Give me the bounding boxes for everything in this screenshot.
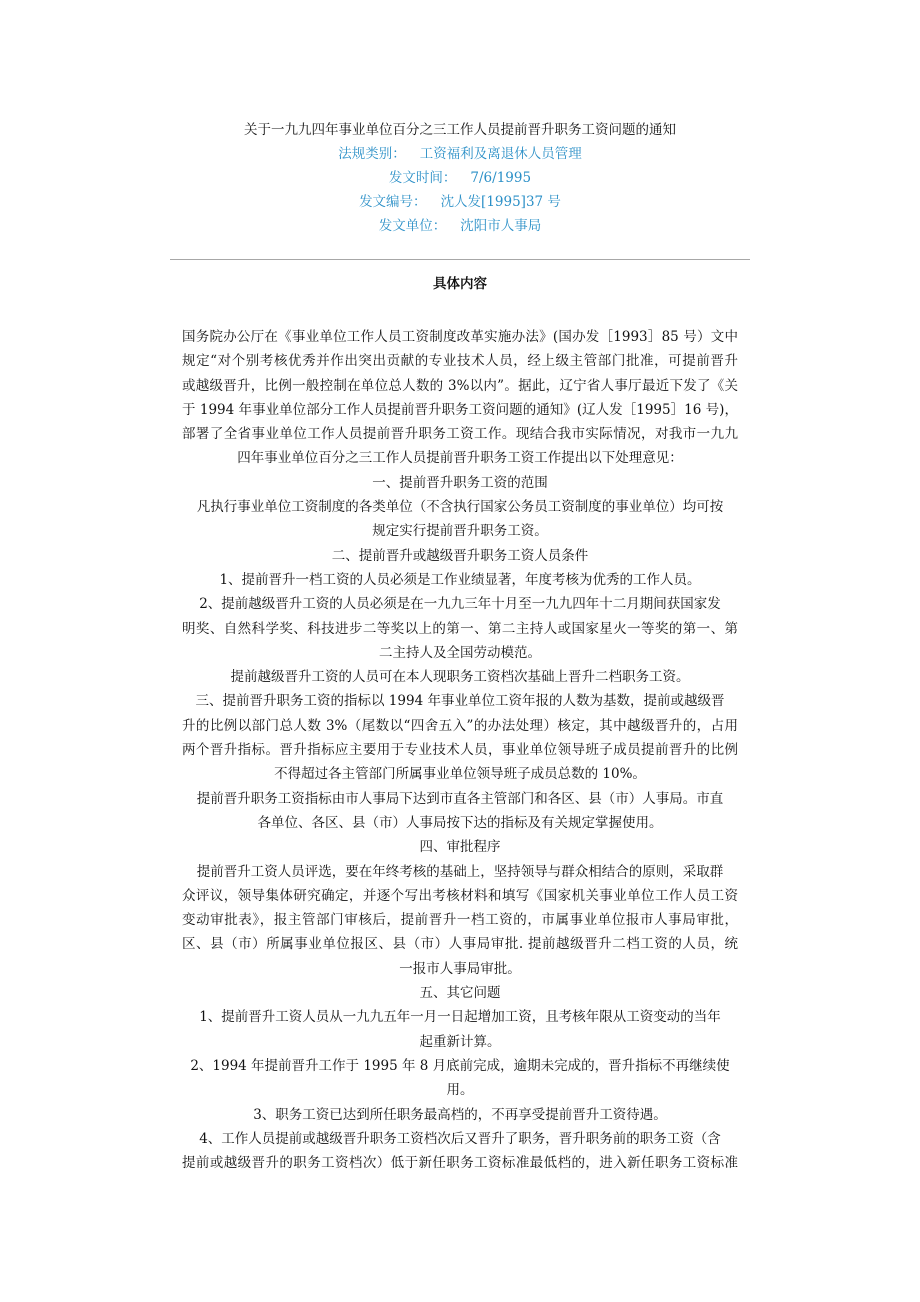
meta-issuer-label: 发文单位：: [378, 218, 447, 234]
body-line: 各单位、各区、县（市）人事局按下达的指标及有关规定掌握使用。: [257, 814, 663, 831]
body-line: 凡执行事业单位工资制度的各类单位（不含执行国家公务员工资制度的事业单位）均可按: [196, 499, 724, 516]
body-line: 区、县（市）所属事业单位报区、县（市）人事局审批. 提前越级晋升二档工资的人员，统: [182, 936, 738, 953]
body-line: 提前越级晋升工资的人员可在本人现职务工资档次基础上晋升二档职务工资。: [230, 669, 690, 686]
section-heading: 具体内容: [433, 276, 487, 292]
body-line: 一报市人事局审批。: [399, 960, 521, 977]
body-line: 二、提前晋升或越级晋升职务工资人员条件: [331, 547, 589, 564]
body-line: 不得超过各主管部门所属事业单位领导班子成员总数的 10%。: [274, 766, 646, 783]
body-line: 4、工作人员提前或越级晋升职务工资档次后又晋升了职务，晋升职务前的职务工资（含: [199, 1130, 721, 1147]
body-line: 规定实行提前晋升职务工资。: [372, 523, 548, 540]
header-divider: [170, 259, 750, 260]
body-line: 部署了全省事业单位工作人员提前晋升职务工资工作。现结合我市实际情况，对我市一九九: [182, 426, 738, 443]
body-line: 升的比例以部门总人数 3%（尾数以“四舍五入”的办法处理）核定，其中越级晋升的，占用: [182, 717, 738, 734]
body-line: 提前或越级晋升的职务工资档次）低于新任职务工资标准最低档的，进入新任职务工资标准: [182, 1155, 738, 1172]
body-line: 提前晋升工资人员评选，要在年终考核的基础上，坚持领导与群众相结合的原则，采取群: [196, 863, 724, 880]
body-line: 1、提前晋升工资人员从一九九五年一月一日起增加工资，且考核年限从工资变动的当年: [199, 1009, 721, 1026]
body-line: 五、其它问题: [419, 985, 501, 1002]
body-line: 三、提前晋升职务工资的指标以 1994 年事业单位工资年报的人数为基数，提前或越级晋: [195, 693, 725, 710]
body-line: 3、职务工资已达到所任职务最高档的，不再享受提前晋升工资待遇。: [253, 1106, 667, 1123]
meta-date-label: 发文时间：: [388, 170, 457, 186]
body-line: 两个晋升指标。晋升指标应主要用于专业技术人员，事业单位领导班子成员提前晋升的比例: [182, 742, 738, 759]
body-line: 变动审批表》，报主管部门审核后，提前晋升一档工资的，市属事业单位报市人事局审批，: [182, 912, 738, 929]
body-line: 2、提前越级晋升工资的人员必须是在一九九三年十月至一九九四年十二月期间获国家发: [199, 596, 721, 613]
meta-date-value: 7/6/1995: [470, 170, 532, 186]
meta-number: [170, 190, 750, 214]
body-line: 用。: [446, 1082, 474, 1099]
body-line: 明奖、自然科学奖、科技进步二等奖以上的第一、第二主持人或国家星火一等奖的第一、第: [182, 620, 738, 637]
body-line: 规定“对个别考核优秀并作出突出贡献的专业技术人员，经上级主管部门批准，可提前晋升: [182, 353, 738, 370]
body-line: 四、审批程序: [419, 839, 501, 856]
body-line: 1、提前晋升一档工资的人员必须是工作业绩显著，年度考核为优秀的工作人员。: [219, 571, 701, 588]
meta-number-value: 沈人发[1995]37 号: [440, 194, 561, 210]
body-line: 或越级晋升，比例一般控制在单位总人数的 3%以内”。据此，辽宁省人事厅最近下发了《关: [182, 377, 738, 394]
meta-date: [170, 166, 750, 190]
document-title: 关于一九九四年事业单位百分之三工作人员提前晋升职务工资问题的通知: [244, 122, 676, 138]
meta-number-label: 发文编号：: [359, 194, 427, 210]
body-line: 提前晋升职务工资指标由市人事局下达到市直各主管部门和各区、县（市）人事局。市直: [196, 790, 724, 807]
meta-issuer-value: 沈阳市人事局: [460, 218, 542, 234]
meta-issuer: [170, 214, 750, 238]
document-header: [170, 118, 750, 238]
body-line: 四年事业单位百分之三工作人员提前晋升职务工资工作提出以下处理意见：: [237, 450, 683, 467]
body-line: 国务院办公厅在《事业单位工作人员工资制度改革实施办法》(国办发［1993］85 号）文中: [182, 329, 738, 345]
meta-category-value: 工资福利及离退休人员管理: [419, 146, 582, 162]
body-line: 起重新计算。: [419, 1033, 501, 1050]
document-body: [182, 325, 738, 1175]
meta-category-label: 法规类别：: [338, 146, 406, 162]
body-line: 众评议，领导集体研究确定，并逐个写出考核材料和填写《国家机关事业单位工作人员工资: [182, 887, 738, 904]
body-line: 于 1994 年事业单位部分工作人员提前晋升职务工资问题的通知》(辽人发［1995］16 号)，: [182, 401, 738, 418]
body-line: 二主持人及全国劳动模范。: [379, 644, 541, 661]
body-line: 一、提前晋升职务工资的范围: [372, 474, 548, 491]
body-line: 2、1994 年提前晋升工作于 1995 年 8 月底前完成，逾期未完成的，晋升指标不再继续使: [190, 1057, 730, 1074]
meta-category: [170, 142, 750, 166]
